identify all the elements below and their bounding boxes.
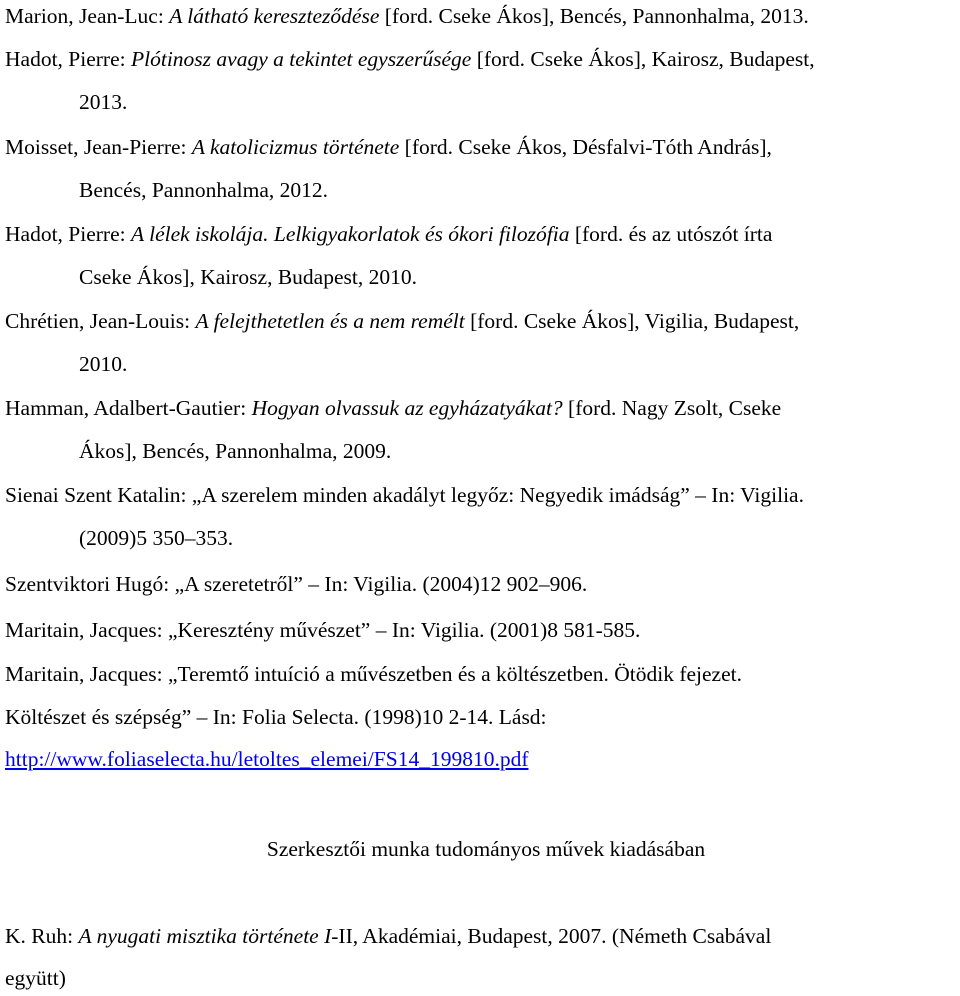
text-run: Szentviktori Hugó: „A szeretetről” – In: Vigilia. (2004)12 902–906. [5, 572, 588, 596]
text-run: 2013. [79, 90, 128, 114]
text-run: [ford. és az utószót írta [569, 222, 773, 246]
italic-title: A látható kereszteződése [169, 4, 380, 28]
bibliography-line [79, 524, 233, 552]
edited-entry-line-1 [5, 922, 771, 950]
text-run: [ford. Nagy Zsolt, Cseke [562, 396, 782, 420]
text-run: Költészet és szépség” – In: Folia Selecta. (1998)10 2-14. Lásd: [5, 705, 547, 729]
text-run: Chrétien, Jean-Louis: [5, 309, 196, 333]
bibliography-line [5, 703, 547, 731]
text-run: (2009)5 350–353. [79, 526, 234, 550]
text-run: Ákos], Bencés, Pannonhalma, 2009. [79, 439, 392, 463]
italic-title: A katolicizmus története [191, 135, 400, 159]
edited-entry-line-2: együtt) [5, 966, 66, 990]
bibliography-line [5, 2, 809, 30]
text-run: Hamman, Adalbert-Gautier: [5, 396, 252, 420]
section-heading: Szerkesztői munka tudományos művek kiadásában [266, 837, 706, 861]
bibliography-line [5, 307, 799, 335]
bibliography-line [5, 220, 772, 248]
text-run: [ford. Cseke Ákos], Kairosz, Budapest, [471, 47, 815, 71]
bibliography-line [5, 133, 772, 161]
text-run: Marion, Jean-Luc: [5, 4, 170, 28]
text-run: Sienai Szent Katalin: „A szerelem minden akadályt legyőz: Negyedik imádság” – In: Vigilia. [5, 483, 804, 507]
text-run: Maritain, Jacques: „Teremtő intuíció a művészetben és a költészetben. Ötödik fejezet. [5, 662, 742, 686]
italic-title: A lélek iskolája. Lelkigyakorlatok és ókori filozófia [130, 222, 570, 246]
bibliography-line [79, 263, 417, 291]
bibliography-line [79, 350, 127, 378]
bibliography-line [5, 394, 781, 422]
bibliography-line [79, 88, 127, 116]
text-run: Cseke Ákos], Kairosz, Budapest, 2010. [79, 265, 417, 289]
bibliography-line [79, 176, 328, 204]
text-run: -II, Akadémiai, Budapest, 2007. (Németh Csabával [331, 924, 772, 948]
text-run: [ford. Cseke Ákos, Désfalvi-Tóth András], [399, 135, 772, 159]
text-run: Hadot, Pierre: [5, 222, 131, 246]
bibliography-line [79, 437, 391, 465]
italic-title: Hogyan olvassuk az egyházatyákat? [251, 396, 563, 420]
bibliography-line [5, 660, 742, 688]
foliaselecta-link[interactable]: http://www.foliaselecta.hu/letoltes_elemei/FS14_199810.pdf [5, 747, 529, 771]
italic-title: Plótinosz avagy a tekintet egyszerűsége [130, 47, 472, 71]
italic-title: A nyugati misztika története I [78, 924, 332, 948]
text-run: K. Ruh: [5, 924, 79, 948]
text-run: [ford. Cseke Ákos], Bencés, Pannonhalma, 2013. [379, 4, 809, 28]
bibliography-line [5, 570, 587, 598]
text-run: Moisset, Jean-Pierre: [5, 135, 192, 159]
source-link-line [5, 745, 528, 773]
bibliography-line [5, 45, 815, 73]
text-run: 2010. [79, 352, 128, 376]
italic-title: A felejthetetlen és a nem remélt [195, 309, 465, 333]
text-run: [ford. Cseke Ákos], Vigilia, Budapest, [464, 309, 800, 333]
text-run: Hadot, Pierre: [5, 47, 131, 71]
bibliography-line [5, 616, 640, 644]
text-run: Bencés, Pannonhalma, 2012. [79, 178, 328, 202]
text-run: Maritain, Jacques: „Keresztény művészet” – In: Vigilia. (2001)8 581-585. [5, 618, 641, 642]
bibliography-line [5, 481, 804, 509]
